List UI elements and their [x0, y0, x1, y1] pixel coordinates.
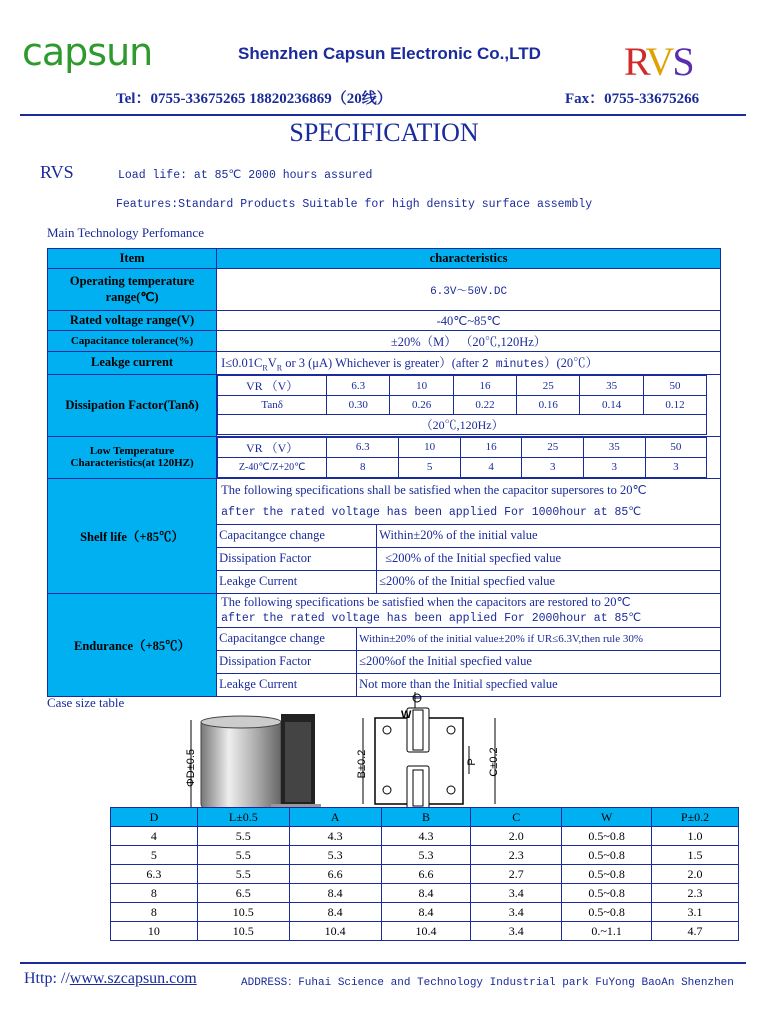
df-voltage: 35: [580, 376, 643, 396]
shelf-row: Capacitangce change Within±20% of the initial value: [217, 524, 721, 547]
lt-z-value: 3: [645, 457, 707, 477]
cap-tol-label: Capacitance tolerance(%): [48, 331, 217, 352]
low-temp-cell: [217, 436, 721, 478]
df-voltage: 6.3: [327, 376, 390, 396]
endurance-label: Endurance（+85℃）: [48, 593, 217, 696]
c-label: C±0.2: [488, 747, 500, 777]
page-title: SPECIFICATION: [289, 118, 479, 147]
df-condition: （20℃,120Hz）: [218, 415, 707, 435]
website: Http: //www.szcapsun.com: [24, 970, 197, 987]
endurance-row: Dissipation Factor ≤200%of the Initial specfied value: [217, 650, 721, 673]
df-voltage: 50: [643, 376, 706, 396]
df-voltage: 16: [453, 376, 516, 396]
lt-voltage: 10: [399, 437, 461, 457]
lt-voltage: 25: [522, 437, 584, 457]
website-link[interactable]: www.szcapsun.com: [69, 970, 197, 987]
series-name: RVS: [40, 162, 74, 182]
table-row: 8 6.5 8.4 8.4 3.4 0.5~0.8 2.3: [111, 884, 739, 903]
lt-z-label: Z-40℃/Z+20℃: [218, 457, 327, 477]
footer-divider: [20, 962, 746, 964]
low-temp-label: Low Temperature Characteristics(at 120HZ): [48, 436, 217, 478]
cap-tol-value: ±20%（M） （20℃,120Hz）: [217, 331, 721, 352]
lt-voltage: 16: [460, 437, 522, 457]
df-tan-value: 0.26: [390, 396, 453, 415]
case-header: C: [471, 808, 562, 827]
df-label: Dissipation Factor(Tanδ): [48, 374, 217, 436]
case-size-title: Case size table: [47, 695, 125, 710]
w-label: W: [401, 709, 412, 721]
lt-voltage: 50: [645, 437, 707, 457]
header-divider: [20, 114, 746, 116]
df-voltage: 10: [390, 376, 453, 396]
df-cell: [217, 374, 721, 436]
rated-voltage-label: Rated voltage range(V): [48, 311, 217, 331]
case-header-row: [111, 808, 739, 827]
table-row: 8 10.5 8.4 8.4 3.4 0.5~0.8 3.1: [111, 903, 739, 922]
col-item: Item: [48, 249, 217, 269]
address: ADDRESS：Fuhai Science and Technology Industrial park FuYong BaoAn Shenzhen: [241, 977, 734, 989]
shelf-intro: The following specifications shall be satisfied when the capacitor supersores to 20℃ after the rated voltage has been applied For 1000hour at 85℃: [217, 478, 721, 524]
lt-z-value: 3: [583, 457, 645, 477]
telephone: Tel：0755-33675265 18820236869（20线）: [116, 91, 392, 107]
lt-voltage: 6.3: [327, 437, 399, 457]
leakage-label: Leakge current: [48, 352, 217, 375]
table-row: 10 10.5 10.4 10.4 3.4 0.~1.1 4.7: [111, 922, 739, 941]
df-tan-value: 0.12: [643, 396, 706, 415]
col-characteristics: characteristics: [217, 249, 721, 269]
lt-voltage: 35: [583, 437, 645, 457]
p-label: P: [466, 758, 478, 766]
b-label: B±0.2: [356, 749, 368, 779]
company-name: Shenzhen Capsun Electronic Co.,LTD: [238, 44, 541, 63]
case-header: A: [289, 808, 381, 827]
shelf-row: Dissipation Factor ≤200% of the Initial specfied value: [217, 547, 721, 570]
capacitor-footprint-diagram: [345, 690, 505, 810]
capsun-logo: capsun: [22, 30, 153, 74]
lt-z-value: 4: [460, 457, 522, 477]
rated-voltage-value: -40℃~85℃: [217, 311, 721, 331]
op-temp-label: Operating temperature range(℃): [48, 269, 217, 311]
df-voltage: 25: [517, 376, 580, 396]
lt-z-value: 5: [399, 457, 461, 477]
rvs-logo: RVS: [624, 39, 693, 84]
case-header: L±0.5: [197, 808, 289, 827]
fax: Fax：0755-33675266: [565, 91, 700, 107]
lt-z-value: 8: [327, 457, 399, 477]
case-header: D: [111, 808, 198, 827]
df-tan-value: 0.14: [580, 396, 643, 415]
endurance-row: Leakge Current Not more than the Initial specfied value: [217, 673, 721, 696]
df-vr-label: VR （V）: [218, 376, 327, 396]
shelf-life-label: Shelf life（+85℃）: [48, 478, 217, 593]
endurance-intro: The following specifications be satisfied when the capacitors are restored to 20℃ after the rated voltage has been applied For 2000hour at 85℃: [217, 593, 721, 627]
op-temp-value: 6.3V～50V.DC: [217, 269, 721, 311]
shelf-row: Leakge Current ≤200% of the Initial specfied value: [217, 570, 721, 593]
df-tan-value: 0.30: [327, 396, 390, 415]
lt-vr-label: VR （V）: [218, 437, 327, 457]
case-header: P±0.2: [652, 808, 739, 827]
case-header: B: [381, 808, 471, 827]
case-size-table: [110, 807, 739, 941]
df-tan-value: 0.16: [517, 396, 580, 415]
df-tan-value: 0.22: [453, 396, 516, 415]
table-row: 4 5.5 4.3 4.3 2.0 0.5~0.8 1.0: [111, 827, 739, 846]
endurance-row: Capacitangce change Within±20% of the initial value±20% if UR≤6.3V,then rule 30%: [217, 627, 721, 650]
main-tech-title: Main Technology Perfomance: [47, 225, 204, 240]
case-header: W: [562, 808, 652, 827]
table-row: 5 5.5 5.3 5.3 2.3 0.5~0.8 1.5: [111, 846, 739, 865]
diameter-label: ΦD±0.5: [185, 748, 197, 788]
spec-table: [47, 248, 721, 697]
df-tan-label: Tanδ: [218, 396, 327, 415]
leakage-value: $I\le 0.01C_RV_R$ or 3 (μA) Whichever is greater）(after 2 minutes）(20℃）: [217, 352, 721, 375]
features: Features:Standard Products Suitable for high density surface assembly: [116, 198, 593, 211]
table-row: 6.3 5.5 6.6 6.6 2.7 0.5~0.8 2.0: [111, 865, 739, 884]
lt-z-value: 3: [522, 457, 584, 477]
load-life: Load life: at 85℃ 2000 hours assured: [118, 169, 373, 182]
